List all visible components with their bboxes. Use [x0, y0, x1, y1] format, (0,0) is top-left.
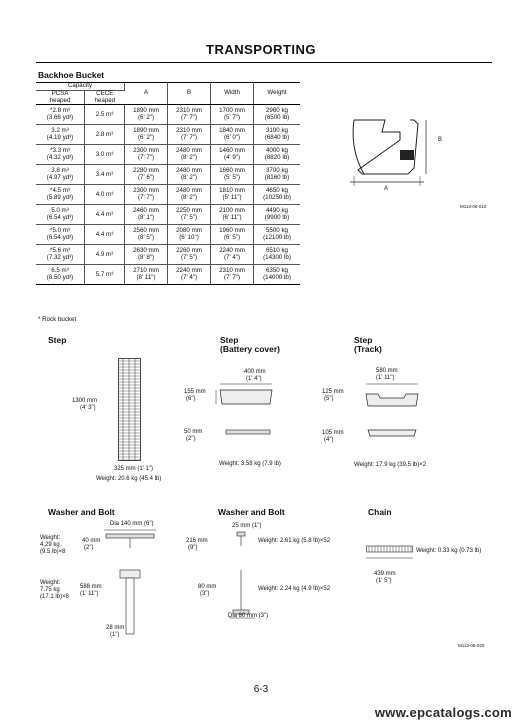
cell-width: 2100 mm (6' 11") — [211, 205, 254, 225]
washer2-h2-in: (3") — [200, 591, 210, 597]
cell-a: 2710 mm (8' 11") — [125, 265, 168, 285]
table-row — [36, 265, 300, 285]
cell-b: 2310 mm (7' 7") — [168, 105, 211, 125]
cell-width: 2240 mm (7' 4") — [211, 245, 254, 265]
step3-subtitle: (Track) — [354, 344, 382, 354]
washer1-d: 28 mm — [106, 625, 125, 631]
page-number: 6-3 — [253, 684, 269, 695]
header-pcsa: PCSA — [36, 90, 85, 97]
washer1-h1: 40 mm — [82, 538, 101, 544]
cell-a: 2280 mm (7' 6") — [125, 165, 168, 185]
cell-width: 1810 mm (5' 11") — [211, 185, 254, 205]
bucket-label-b: B — [438, 137, 443, 143]
washer1-len-ft: (1' 11") — [80, 591, 99, 597]
washer1-weight1-a: Weight: — [40, 535, 61, 541]
table-row — [36, 105, 300, 125]
cell-b: 2310 mm (7' 7") — [168, 125, 211, 145]
washer1-weight1-b: 4.29 kg — [40, 542, 60, 548]
cell-b: 2480 mm (8' 2") — [168, 165, 211, 185]
step2-title: Step — [220, 335, 239, 345]
step3-width: 580 mm — [376, 368, 398, 374]
header-heaped: heaped — [36, 98, 85, 105]
step3-title: Step — [354, 335, 373, 345]
header-heaped: heaped — [85, 98, 125, 105]
cell-b: 2480 mm (8' 2") — [168, 185, 211, 205]
step-ladder-drawing — [118, 358, 142, 462]
step3-h2: 105 mm — [322, 430, 344, 436]
table-row — [36, 205, 300, 225]
cell-width: 1660 mm (5' 5") — [211, 165, 254, 185]
cell-cece: 4.4 m³ — [85, 205, 125, 225]
cell-weight: 6510 kg (14300 lb) — [254, 245, 301, 265]
cell-pcsa: 3.2 m³ (4.19 yd³) — [36, 125, 85, 145]
cell-pcsa: *5.6 m³ (7.32 yd³) — [36, 245, 85, 265]
table-row — [36, 225, 300, 245]
chain-len-in: (1' 5") — [376, 578, 392, 584]
cell-weight: 6350 kg (14000 lb) — [254, 265, 301, 285]
step3-width-ft: (1' 11") — [376, 375, 395, 381]
header-capacity: Capacity — [36, 83, 125, 91]
cell-cece: 2.8 m³ — [85, 125, 125, 145]
cell-weight: 2960 kg (6500 lb) — [254, 105, 301, 125]
cell-b: 2240 mm (7' 4") — [168, 265, 211, 285]
cell-weight: 4000 kg (8820 lb) — [254, 145, 301, 165]
cell-a: 2300 mm (7' 7") — [125, 145, 168, 165]
backhoe-table — [36, 82, 300, 285]
step2-h2: 50 mm — [184, 429, 203, 435]
cell-width: 1840 mm (6' 0") — [211, 125, 254, 145]
cell-weight: 3100 kg (6840 lb) — [254, 125, 301, 145]
washer1-weight2-c: (17.1 lb)×8 — [40, 594, 69, 600]
cell-cece: 4.9 m³ — [85, 245, 125, 265]
table-row — [36, 185, 300, 205]
cell-a: 2630 mm (8' 8") — [125, 245, 168, 265]
cell-cece: 5.7 m³ — [85, 265, 125, 285]
cell-width: 2310 mm (7' 7") — [211, 265, 254, 285]
header-b: B — [168, 83, 211, 105]
washer2-dia: Dia 80 mm (3") — [228, 613, 269, 619]
step2-width: 400 mm — [244, 369, 266, 375]
page-title: TRANSPORTING — [206, 42, 316, 57]
step2-h2-in: (2") — [186, 436, 196, 442]
washer2-top: 25 mm (1") — [232, 523, 262, 529]
cell-a: 2300 mm (7' 7") — [125, 185, 168, 205]
step3-h2-in: (4") — [324, 437, 334, 443]
rock-bucket-note: * Rock bucket — [38, 316, 77, 323]
step2-h1: 155 mm — [184, 389, 206, 395]
step1-width: 325 mm (1' 1") — [114, 466, 153, 472]
washer2-h2: 80 mm — [198, 584, 217, 590]
diagram-id: M113-06-010 — [460, 204, 487, 209]
header-weight: Weight — [254, 83, 301, 105]
washer2-title: Washer and Bolt — [218, 507, 285, 517]
cell-b: 2480 mm (8' 2") — [168, 145, 211, 165]
table-row — [36, 125, 300, 145]
cell-b: 2080 mm (6' 10") — [168, 225, 211, 245]
bucket-label-a: A — [384, 186, 389, 192]
cell-weight: 3700 kg (8160 lb) — [254, 165, 301, 185]
washer1-weight2-b: 7.75 kg — [40, 587, 60, 593]
washer1-h1-in: (2") — [84, 545, 94, 551]
cell-b: 2250 mm (7' 5") — [168, 205, 211, 225]
cell-cece: 3.4 m³ — [85, 165, 125, 185]
step-battery-drawing — [212, 384, 282, 444]
cell-pcsa: *3.3 m³ (4.32 yd³) — [36, 145, 85, 165]
cell-pcsa: 6.5 m³ (8.50 yd³) — [36, 265, 85, 285]
washer2-h1: 216 mm — [186, 538, 208, 544]
step-title: Step — [48, 335, 67, 345]
cell-a: 1890 mm (6' 2") — [125, 125, 168, 145]
cell-pcsa: 5.0 m³ (6.54 yd³) — [36, 205, 85, 225]
step2-subtitle: (Battery cover) — [220, 344, 280, 354]
cell-pcsa: 3.8 m³ (4.97 yd³) — [36, 165, 85, 185]
washer2-weight2: Weight: 2.24 kg (4.9 lb)×52 — [258, 586, 331, 592]
chain-len: 439 mm — [374, 571, 396, 577]
step2-width-ft: (1' 4") — [246, 376, 262, 382]
washer1-dia: Dia 140 mm (6") — [110, 521, 154, 527]
cell-width: 1460 mm (4' 9") — [211, 145, 254, 165]
step1-height-ft: (4' 3") — [80, 405, 96, 411]
table-row — [36, 145, 300, 165]
cell-pcsa: *2.8 m³ (3.66 yd³) — [36, 105, 85, 125]
step2-h1-in: (6") — [186, 396, 196, 402]
header-cece: CECE — [96, 89, 114, 97]
header-width: Width — [211, 83, 254, 105]
step1-height: 1300 mm — [72, 398, 98, 404]
step2-weight: Weight: 3.58 kg (7.9 lb) — [219, 461, 281, 467]
washer1-drawing — [100, 530, 160, 650]
table-row — [36, 245, 300, 265]
figure-id: M113-06-020 — [458, 643, 485, 648]
cell-a: 1890 mm (6' 2") — [125, 105, 168, 125]
step1-weight: Weight: 20.6 kg (45.4 lb) — [96, 476, 162, 482]
cell-weight: 4490 kg (9900 lb) — [254, 205, 301, 225]
header-a: A — [125, 83, 168, 105]
cell-width: 1960 mm (6' 5") — [211, 225, 254, 245]
step3-weight: Weight: 17.9 kg (39.5 lb)×2 — [354, 462, 427, 468]
washer1-title: Washer and Bolt — [48, 507, 115, 517]
title-rule — [36, 62, 492, 63]
chain-title: Chain — [368, 507, 392, 517]
cell-weight: 4650 kg (10250 lb) — [254, 185, 301, 205]
cell-pcsa: *4.5 m³ (5.89 yd³) — [36, 185, 85, 205]
table-row — [36, 165, 300, 185]
cell-cece: 4.0 m³ — [85, 185, 125, 205]
cell-width: 1700 mm (5' 7") — [211, 105, 254, 125]
backhoe-title: Backhoe Bucket — [38, 70, 105, 80]
cell-weight: 5500 kg (12100 lb) — [254, 225, 301, 245]
washer1-weight1-c: (9.5 lb)×8 — [40, 549, 66, 555]
cell-b: 2260 mm (7' 5") — [168, 245, 211, 265]
cell-a: 2460 mm (8' 1") — [125, 205, 168, 225]
washer1-len: 588 mm — [80, 584, 102, 590]
cell-cece: 3.0 m³ — [85, 145, 125, 165]
cell-cece: 2.5 m³ — [85, 105, 125, 125]
bucket-diagram — [340, 110, 510, 210]
washer2-weight1: Weight: 2.61 kg (5.8 lb)×52 — [258, 538, 331, 544]
washer1-weight2-a: Weight: — [40, 580, 61, 586]
cell-pcsa: *5.0 m³ (6.54 yd³) — [36, 225, 85, 245]
watermark: www.epcatalogs.com — [374, 705, 512, 720]
cell-cece: 4.4 m³ — [85, 225, 125, 245]
cell-a: 2560 mm (8' 5") — [125, 225, 168, 245]
washer1-d-in: (1") — [110, 632, 120, 638]
step3-h1: 125 mm — [322, 389, 344, 395]
step-track-drawing — [358, 384, 434, 444]
washer2-h1-in: (9") — [188, 545, 198, 551]
chain-weight: Weight: 0.33 kg (0.73 lb) — [416, 548, 482, 554]
step3-h1-in: (5") — [324, 396, 334, 402]
chain-drawing — [366, 544, 416, 564]
